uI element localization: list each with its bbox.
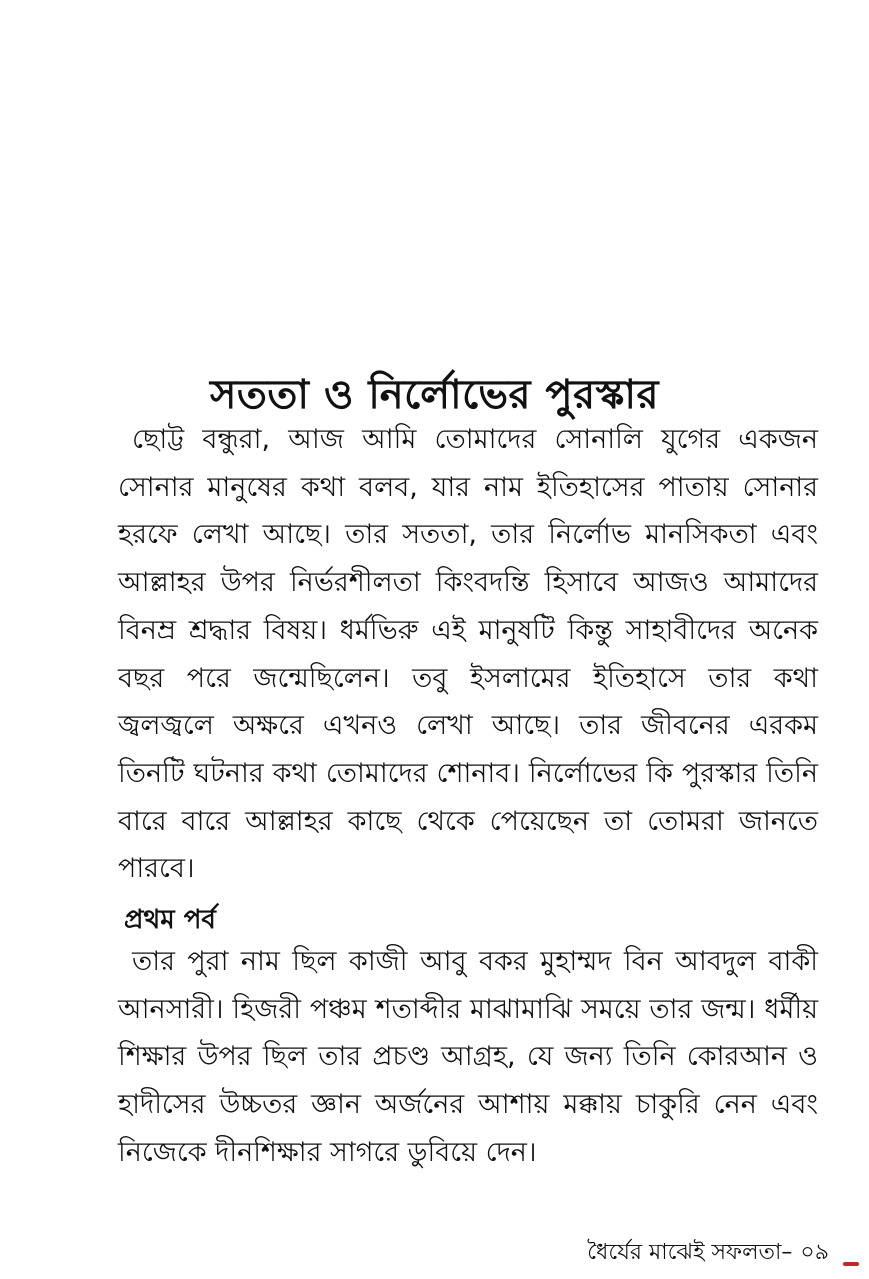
footer-book-title: ধৈর্যের মাঝেই সফলতা– [587,1240,793,1265]
chapter-title: সততা ও নির্লোভের পুরস্কার [209,371,660,418]
section-heading: প্রথম পর্ব [124,905,216,935]
footer-mark [843,1262,859,1266]
page-number: ০৯ [800,1240,829,1265]
running-footer [587,1236,829,1270]
section-paragraph: তার পুরা নাম ছিল কাজী আবু বকর মুহাম্মদ বিন আবদুল বাকী আনসারী। হিজরী পঞ্চম শতাব্দীর মাঝামাঝি সময়ে তার জন্ম। ধর্মীয় শিক্ষার উপর ছিল তার প্রচণ্ড আগ্রহ, যে জন্য তিনি কোরআন ও হাদীসের উচ্চতর জ্ঞান অর্জনের আশায় মক্কায় চাকুরি নেন এবং নিজেকে দীনশিক্ষার সাগরে ডুবিয়ে দেন। [118,946,818,1168]
intro-paragraph: ছোট্ট বন্ধুরা, আজ আমি তোমাদের সোনালি যুগের একজন সোনার মানুষের কথা বলব, যার নাম ইতিহাসের পাতায় সোনার হরফে লেখা আছে। তার সততা, তার নির্লোভ মানসিকতা এবং আল্লাহর উপর নির্ভরশীলতা কিংবদন্তি হিসাবে আজও আমাদের বিনম্র শ্রদ্ধার বিষয়। ধর্মভিরু এই মানুষটি কিন্তু সাহাবীদের অনেক বছর পরে জন্মেছিলেন। তবু ইসলামের ইতিহাসে তার কথা জ্বলজ্বলে অক্ষরে এখনও লেখা আছে। তার জীবনের এরকম তিনটি ঘটনার কথা তোমাদের শোনাব। নির্লোভের কি পুরস্কার তিনি বারে বারে আল্লাহর কাছে থেকে পেয়েছেন তা তোমরা জানতে পারবে। [118,424,818,885]
